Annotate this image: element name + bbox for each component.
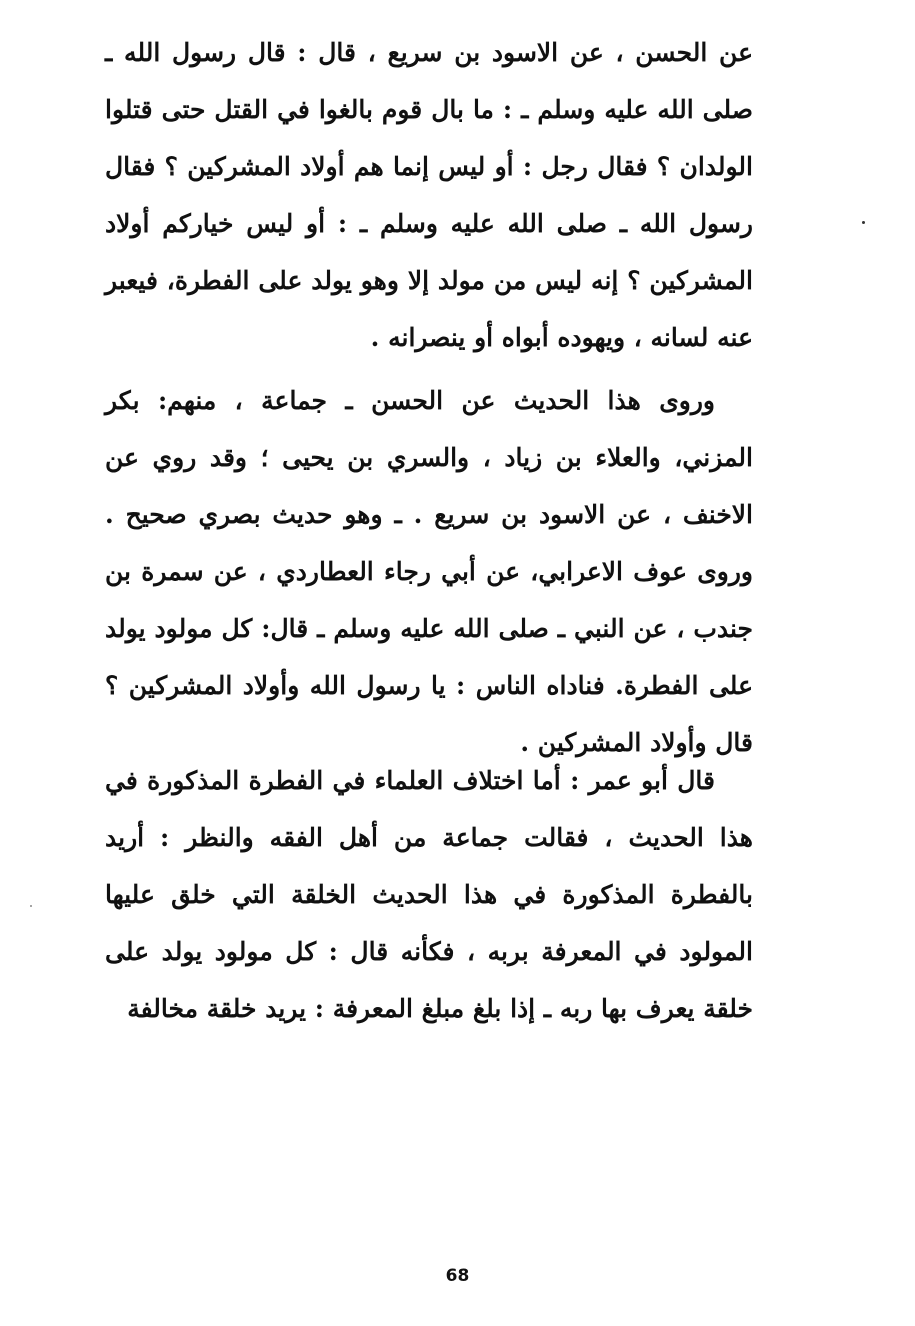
scan-speck: [30, 905, 32, 907]
page-number: 68: [445, 1266, 470, 1286]
scan-speck: [862, 221, 865, 224]
paragraph-2: وروى هذا الحديث عن الحسن ـ جماعة ، منهم: بكر المزني، والعلاء بن زياد ، والسري بن يحيى ؛ وقد روي عن الاخنف ، عن الاسود بن سريع . ـ وهو حديث بصري صحيح . وروى عوف الاعرابي، عن أبي رجاء العطاردي ، عن سمرة بن جندب ، عن النبي ـ صلى الله عليه وسلم ـ قال: كل مولود يولد على الفطرة. فناداه الناس : يا رسول الله وأولاد المشركين ؟ قال وأولاد المشركين .: [105, 386, 753, 757]
paragraph-3: قال أبو عمر : أما اختلاف العلماء في الفطرة المذكورة في هذا الحديث ، فقالت جماعة من أهل الفقه والنظر : أريد بالفطرة المذكورة في هذا الحديث الخلقة التي خلق عليها المولود في المعرفة بربه ، فكأنه قال : كل مولود يولد على خلقة يعرف بها ربه ـ إذا بلغ مبلغ المعرفة : يريد خلقة مخالفة: [105, 766, 753, 1023]
paragraph-1: عن الحسن ، عن الاسود بن سريع ، قال : قال رسول الله ـ صلى الله عليه وسلم ـ : ما بال قوم بالغوا في القتل حتى قتلوا الولدان ؟ فقال رجل : أو ليس إنما هم أولاد المشركين ؟ فقال رسول الله ـ صلى الله عليه وسلم ـ : أو ليس خياركم أولاد المشركين ؟ إنه ليس من مولد إلا وهو يولد على الفطرة، فيعبر عنه لسانه ، ويهوده أبواه أو ينصرانه .: [105, 38, 753, 352]
